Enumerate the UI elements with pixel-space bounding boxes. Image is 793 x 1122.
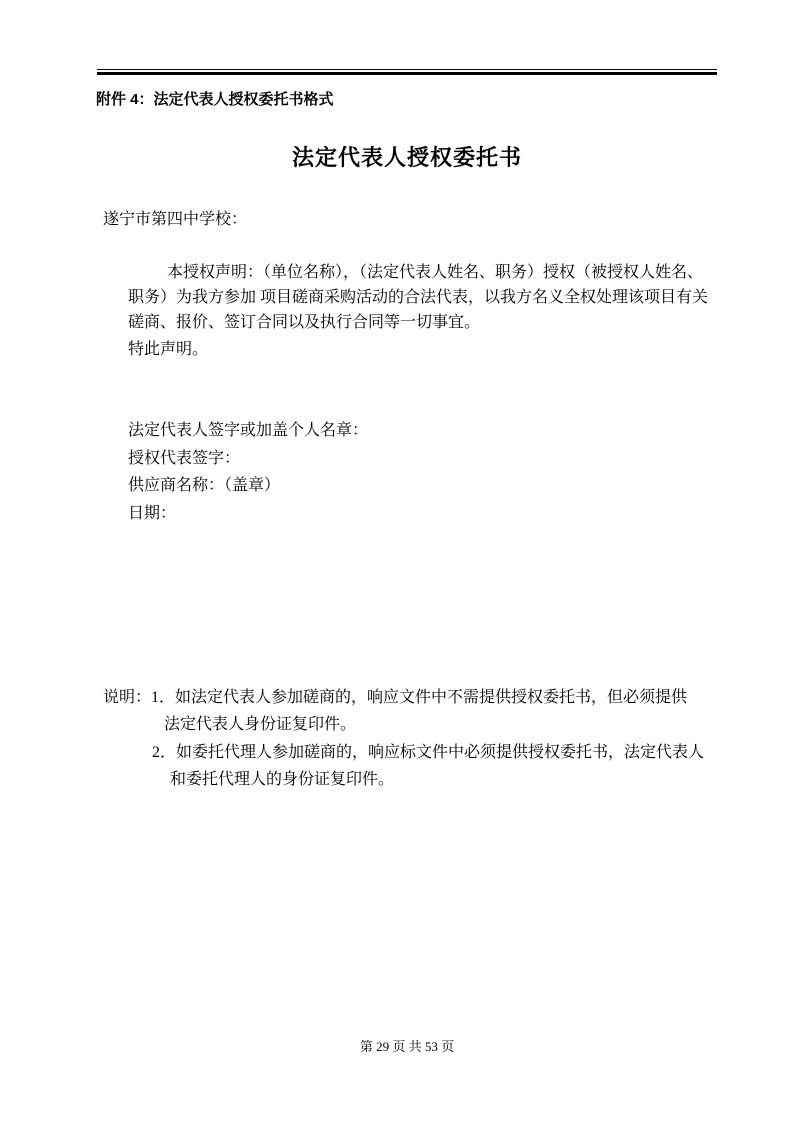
page-number-footer: 第 29 页 共 53 页 <box>359 1039 455 1054</box>
attachment-heading: 附件 4：法定代表人授权委托书格式 <box>96 91 334 108</box>
legal-rep-signature-label: 法定代表人签字或加盖个人名章： <box>128 422 369 439</box>
date-label: 日期： <box>128 504 177 522</box>
declaration-line-1: 本授权声明：（单位名称），（法定代表人姓名、职务）授权（被授权人姓名、 <box>167 264 704 281</box>
declaration-line-3: 磋商、报价、签订合同以及执行合同等一切事宜。 <box>128 314 481 331</box>
declaration-line-2: 职务）为我方参加 项目磋商采购活动的合法代表，以我方名义全权处理该项目有关 <box>128 289 709 306</box>
note-line-1: 说明：1．如法定代表人参加磋商的，响应文件中不需提供授权委托书，但必须提供 <box>103 689 688 706</box>
header-divider-rule <box>97 69 717 75</box>
authorized-rep-signature-label: 授权代表签字： <box>128 449 241 467</box>
supplier-name-label: 供应商名称：（盖章） <box>128 477 281 494</box>
notes-section <box>103 684 704 794</box>
declaration-paragraph <box>128 260 723 362</box>
declaration-closing: 特此声明。 <box>128 341 209 358</box>
note-line-4: 和委托代理人的身份证复印件。 <box>170 771 395 789</box>
signature-block <box>128 417 368 527</box>
note-line-3: 2．如委托代理人参加磋商的，响应标文件中必须提供授权委托书，法定代表人 <box>152 743 705 761</box>
document-title: 法定代表人授权委托书 <box>291 145 522 170</box>
note-line-2: 法定代表人身份证复印件。 <box>164 716 357 734</box>
salutation-line: 遂宁市第四中学校： <box>103 211 248 228</box>
